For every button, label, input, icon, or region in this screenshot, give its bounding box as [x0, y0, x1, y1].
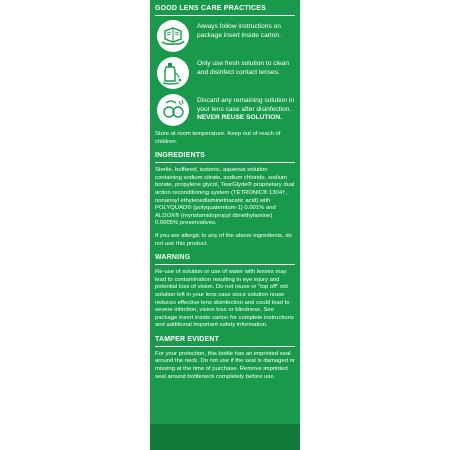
warning-text: Re-use of solution or use of water with lenses may lead to contamination resulting in eye injury and potential loss of vision. Do not reuse or “top off” old solution left in your lens case since solution reuse reduces effective lens disinfection and could lead to severe infection, vision loss or blindness. See package insert inside carton for complete instructions and additional important safety information. [155, 269, 294, 329]
allergy-text: If you are allergic to any of the above ingredients, do not use this product. [155, 232, 292, 247]
ingredients-text: Sterile, buffered, isotonic, aqueous solution containing sodium citrate, sodium chloride, sodium borate, propylene glycol, TearGlyde® proprietary dual action reconditioning system (TETRONIC® 1304†, nonanoyl ethylenediaminetriacetic acid) with POLYQUAD® (polyquaternium-1) 0.001% and ALDOX® (myristamidopropyl dimethylamine) 0.0005% preservatives. [155, 167, 295, 227]
storage-text: Store at room temperature. Keep out of reach of children. [155, 131, 281, 145]
practice-text: Always follow instructions on package insert inside carton. [197, 23, 281, 39]
practice-text: Only use fresh solution to clean and disinfect contact lenses. [197, 60, 289, 76]
tamper-evident-text: For your protection, this bottle has an imprinted seal around the neck. Do not use if the seal is damaged or missing at the time of purchase. Remove imprinted seal around bottleneck completely before use. [155, 350, 295, 380]
lens-case-icon [157, 94, 189, 126]
practice-item-fresh-solution [155, 57, 295, 89]
practice-item-follow-instructions [155, 20, 295, 52]
package-insert-icon [157, 20, 189, 52]
never-reuse-emphasis: NEVER REUSE SOLUTION. [197, 114, 282, 122]
practice-discard-text: Discard any remaining solution in your lens case after disinfection. [197, 97, 295, 113]
practice-text [197, 94, 295, 123]
solution-bottle-icon [157, 57, 189, 89]
ingredients-heading: INGREDIENTS [155, 151, 295, 163]
good-lens-care-heading: GOOD LENS CARE PRACTICES [155, 4, 295, 16]
practice-item-discard-solution [155, 94, 295, 126]
warning-heading: WARNING [155, 253, 295, 265]
tamper-evident-heading: TAMPER EVIDENT [155, 335, 295, 347]
label-panel [150, 0, 300, 450]
panel-footer-band [150, 424, 300, 450]
